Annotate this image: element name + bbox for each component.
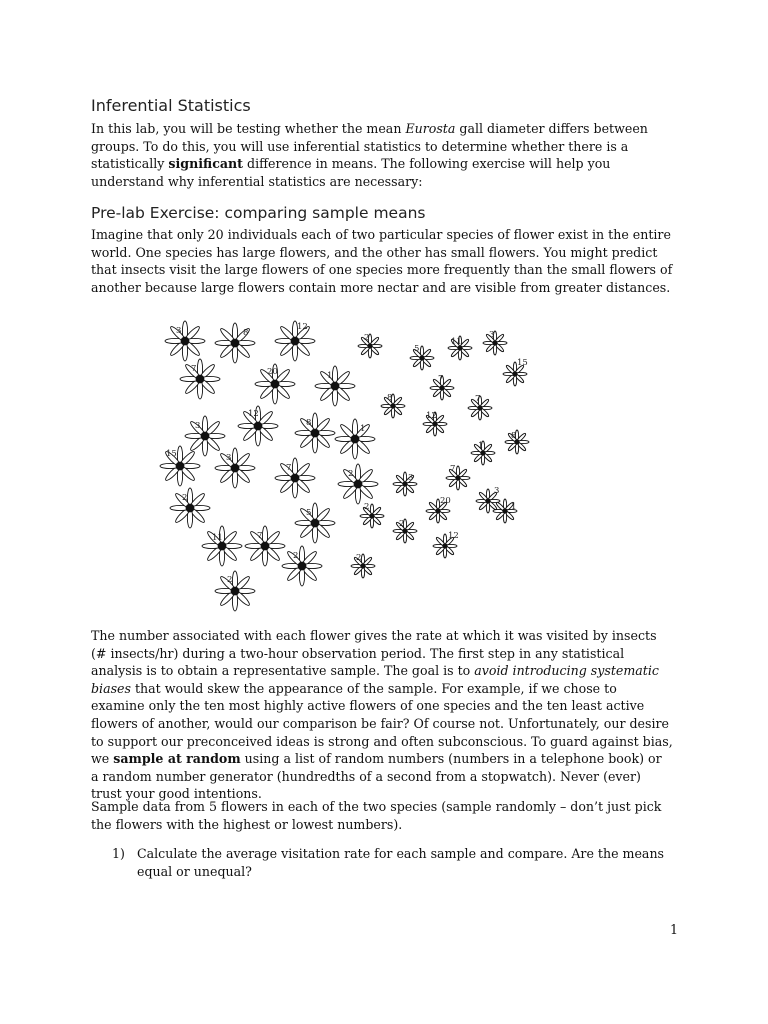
sampling-text-1: The number associated with each flower gives the rate at which it was visited by insects (# insects/hr) during a two-hour observation period. The first step in any statistical analysis is to obtain a representative sample. The goal is to [91, 628, 657, 679]
large-flower-label: 15 [166, 449, 177, 459]
sampling-text-2: that would skew the appearance of the sample. For example, if we chose to examine only the ten most highly active flowers of one species and the ten least active flowers of another, would our comparison be fair? Of course not. Unfortunately, our desire to support our preconceived ideas is strong and often subconscious. To guard against bias, we [91, 680, 673, 767]
sample-data-paragraph: Sample data from 5 flowers in each of the two species (sample randomly – don’t just pick the flowers with the highest or lowest numbers). [91, 799, 662, 832]
large-flower-label: 1 [360, 424, 366, 434]
large-flower [215, 448, 255, 488]
large-flower-label: 3 [176, 326, 182, 336]
prelab-heading: Pre-lab Exercise: comparing sample means [91, 204, 426, 222]
question-list [91, 845, 691, 880]
small-flower-label: 2 [399, 519, 405, 529]
large-flower [282, 546, 322, 586]
small-flower [351, 554, 375, 578]
small-flower-label: 5 [414, 344, 420, 354]
large-flower-label: 1 [327, 371, 333, 381]
large-flower-label: 2 [348, 469, 354, 479]
small-flower-label: 3 [489, 330, 495, 340]
small-flower [393, 519, 417, 543]
sampling-random-phrase: sample at random [113, 751, 241, 767]
page-number: 1 [669, 922, 678, 937]
large-flower [185, 416, 225, 456]
small-flower [358, 334, 382, 358]
intro-text-2: gall diameter differs between groups. To do this, you will use inferential statistics to determine whether there is a statistically [91, 121, 648, 172]
large-flower-label: 12 [248, 409, 259, 419]
intro-significant: significant [168, 156, 244, 172]
small-flower-label: 15 [517, 358, 528, 368]
intro-text-3: difference in means. The following exercise will help you understand why inferential statistics are necessary: [91, 156, 611, 189]
large-flower-label: 2 [182, 493, 188, 503]
question-number: 1) [112, 846, 125, 861]
question-text: Calculate the average visitation rate for each sample and compare. Are the means equal or unequal? [137, 846, 665, 879]
large-flower [170, 488, 210, 528]
small-flower [483, 331, 507, 355]
large-flower-label: 20 [267, 367, 278, 377]
large-flower [245, 526, 285, 566]
intro-species-name: Eurosta [405, 121, 456, 136]
large-flower-label: 12 [297, 322, 308, 332]
large-flower [275, 321, 315, 361]
prelab-paragraph: Imagine that only 20 individuals each of two particular species of flower exist in the entire world. One species has large flowers, and the other has small flowers. You might predict that insects visit the large flowers of one species more frequently than the small flowers of another because large flowers contain more nectar and are visible from greater distances. [91, 227, 673, 295]
small-flower-label: 20 [440, 496, 451, 506]
large-flower [295, 503, 335, 543]
question-item [91, 845, 691, 880]
sampling-paragraph [91, 627, 673, 803]
large-flower [275, 458, 315, 498]
large-flower-label: 7 [286, 463, 292, 473]
large-flower [335, 419, 375, 459]
flower-field-figure [150, 316, 550, 616]
large-flower-label: 11 [212, 533, 223, 543]
small-flower [505, 430, 529, 454]
large-flower-label: 8 [306, 418, 312, 428]
large-flower-label: 2 [227, 575, 233, 585]
small-flower-label: 11 [451, 337, 462, 347]
large-flower-label: 5 [306, 508, 312, 518]
large-flower [180, 359, 220, 399]
large-flower-label: 3 [226, 453, 232, 463]
small-flower-label: 1 [478, 441, 484, 451]
large-flower-label: 7 [191, 364, 197, 374]
large-flower-label: 3 [195, 421, 201, 431]
small-flower [381, 394, 405, 418]
large-flower [315, 366, 355, 406]
small-flower-label: 12 [448, 531, 459, 541]
small-flower-label: 2 [364, 333, 370, 343]
sampling-text-3: using a list of random numbers (numbers in a telephone book) or a random number generator (hundredths of a second from a stopwatch). Never (ever) trust your good intentions. [91, 751, 662, 802]
small-flower-label: 7 [475, 394, 481, 404]
large-flower [215, 571, 255, 611]
small-flower-label: 2 [356, 553, 362, 563]
small-flower-label: 3 [408, 473, 414, 483]
small-flower-label: 12 [426, 411, 437, 421]
large-flower [165, 321, 205, 361]
page-heading: Inferential Statistics [91, 96, 251, 115]
large-flower-label: 8 [243, 328, 249, 338]
small-flower-label: 3 [494, 486, 500, 496]
small-flower-label: 7 [438, 374, 444, 384]
small-flower-label: 7 [450, 464, 456, 474]
large-flower [215, 323, 255, 363]
large-flower-label: 2 [293, 551, 299, 561]
intro-text-1: In this lab, you will be testing whether the mean [91, 121, 406, 136]
large-flower [202, 526, 242, 566]
large-flower-label: 7 [257, 531, 263, 541]
sampling-bias-phrase: avoid introducing systematic biases [91, 663, 659, 696]
small-flower-label: 8 [511, 431, 517, 441]
small-flower-label: 8 [387, 393, 393, 403]
large-flower [338, 464, 378, 504]
large-flower [295, 413, 335, 453]
small-flower-label: 1 [511, 502, 517, 512]
small-flower-label: 2 [364, 502, 370, 512]
intro-paragraph [91, 120, 673, 190]
